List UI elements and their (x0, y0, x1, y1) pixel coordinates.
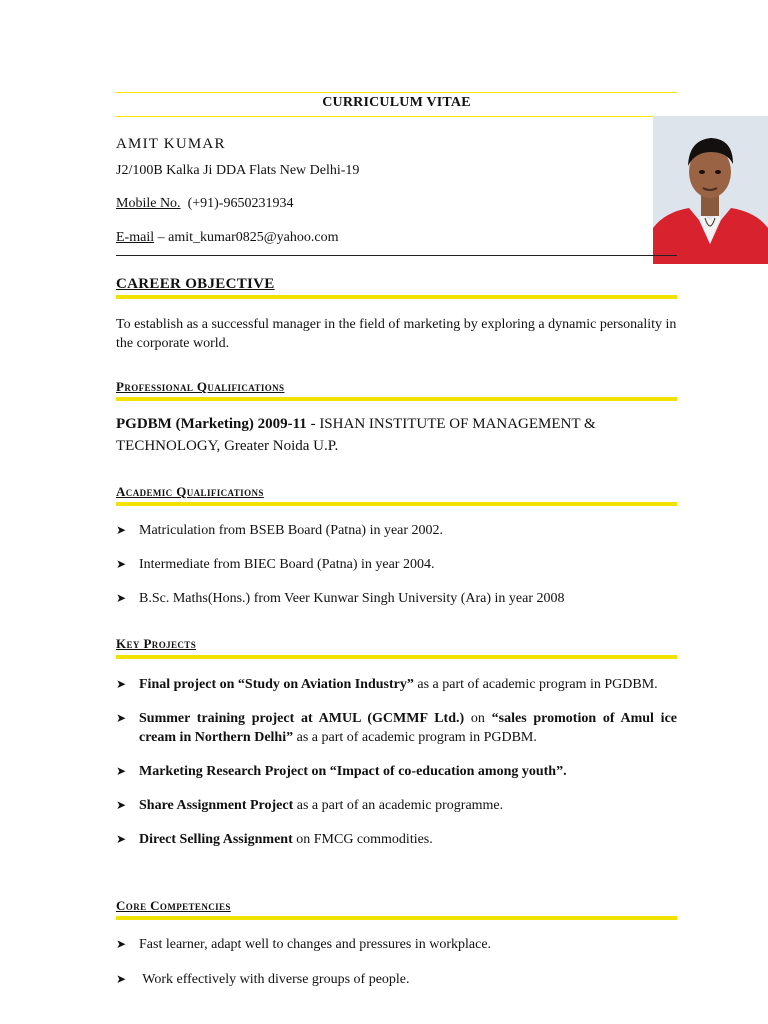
projects-list (116, 675, 677, 849)
profile-photo (653, 116, 768, 264)
degree-separator: - (306, 416, 320, 432)
list-item: ➤ Summer training project at AMUL (GCMMF Ltd.) on “sales promotion of Amul ice cream in Northern Delhi” as a part of academic program in PGDBM. (116, 711, 678, 745)
arrowhead-bullet-icon: ➤ (116, 591, 127, 605)
list-item: ➤ Intermediate from BIEC Board (Patna) in year 2004. (116, 557, 435, 572)
arrowhead-bullet-icon: ➤ (116, 764, 127, 778)
arrowhead-bullet-icon: ➤ (116, 937, 127, 951)
arrowhead-bullet-icon: ➤ (116, 677, 127, 691)
career-rule (116, 295, 677, 299)
list-item: ➤ Marketing Research Project on “Impact of co-education among youth”. (116, 764, 567, 779)
address: J2/100B Kalka Ji DDA Flats New Delhi-19 (116, 163, 360, 178)
arrowhead-bullet-icon: ➤ (116, 832, 127, 846)
candidate-name: AMIT KUMAR (116, 136, 226, 152)
mobile-value: (+91)-9650231934 (187, 196, 294, 211)
academic-qualifications-heading: Academic Qualifications (116, 484, 264, 499)
arrowhead-bullet-icon: ➤ (116, 972, 127, 986)
arrowhead-bullet-icon: ➤ (116, 557, 127, 571)
email-value[interactable]: amit_kumar0825@yahoo.com (168, 230, 339, 245)
list-item: ➤ Share Assignment Project as a part of an academic programme. (116, 798, 504, 813)
list-item: ➤ Direct Selling Assignment on FMCG commodities. (116, 832, 433, 847)
contact-divider (116, 255, 677, 256)
email-line (116, 230, 338, 246)
person-portrait-icon (653, 116, 768, 264)
institute: ISHAN INSTITUTE OF MANAGEMENT & TECHNOLOGY, (116, 416, 596, 454)
degree: PGDBM (Marketing) 2009-11 (116, 416, 307, 432)
career-objective-heading: CAREER OBJECTIVE (116, 276, 275, 292)
list-item: ➤ B.Sc. Maths(Hons.) from Veer Kunwar Singh University (Ara) in year 2008 (116, 591, 565, 606)
key-projects-heading: Key Projects (116, 636, 197, 651)
arrowhead-bullet-icon: ➤ (116, 798, 127, 812)
arrowhead-bullet-icon: ➤ (116, 523, 127, 537)
list-item: ➤ Final project on “Study on Aviation Industry” as a part of academic program in PGDBM. (116, 677, 658, 692)
career-objective-text: To establish as a successful manager in the field of marketing by exploring a dynamic personality in the corporate world. (116, 317, 677, 351)
arrowhead-bullet-icon: ➤ (116, 711, 127, 725)
email-label: E-mail (116, 230, 155, 245)
mobile-label: Mobile No. (116, 196, 181, 211)
title-top-rule (116, 92, 677, 93)
core-list (116, 935, 677, 989)
professional-rule (116, 397, 677, 401)
email-separator: – (154, 230, 169, 245)
list-item: ➤ Fast learner, adapt well to changes and pressures in workplace. (116, 937, 492, 952)
list-item: ➤ Matriculation from BSEB Board (Patna) in year 2002. (116, 523, 444, 538)
core-competencies-heading: Core Competencies (116, 898, 231, 913)
institute-location: Greater Noida U.P. (220, 438, 339, 454)
professional-qualifications-heading: Professional Qualifications (116, 379, 285, 394)
academic-list (116, 521, 677, 608)
academic-rule (116, 502, 677, 506)
projects-rule (116, 655, 677, 659)
mobile-line (116, 196, 293, 212)
title-bottom-rule (116, 116, 677, 117)
professional-qualification-text (116, 413, 677, 457)
page-title: CURRICULUM VITAE (322, 95, 471, 110)
core-rule (116, 916, 677, 920)
list-item: ➤ Work effectively with diverse groups of people. (116, 972, 410, 987)
